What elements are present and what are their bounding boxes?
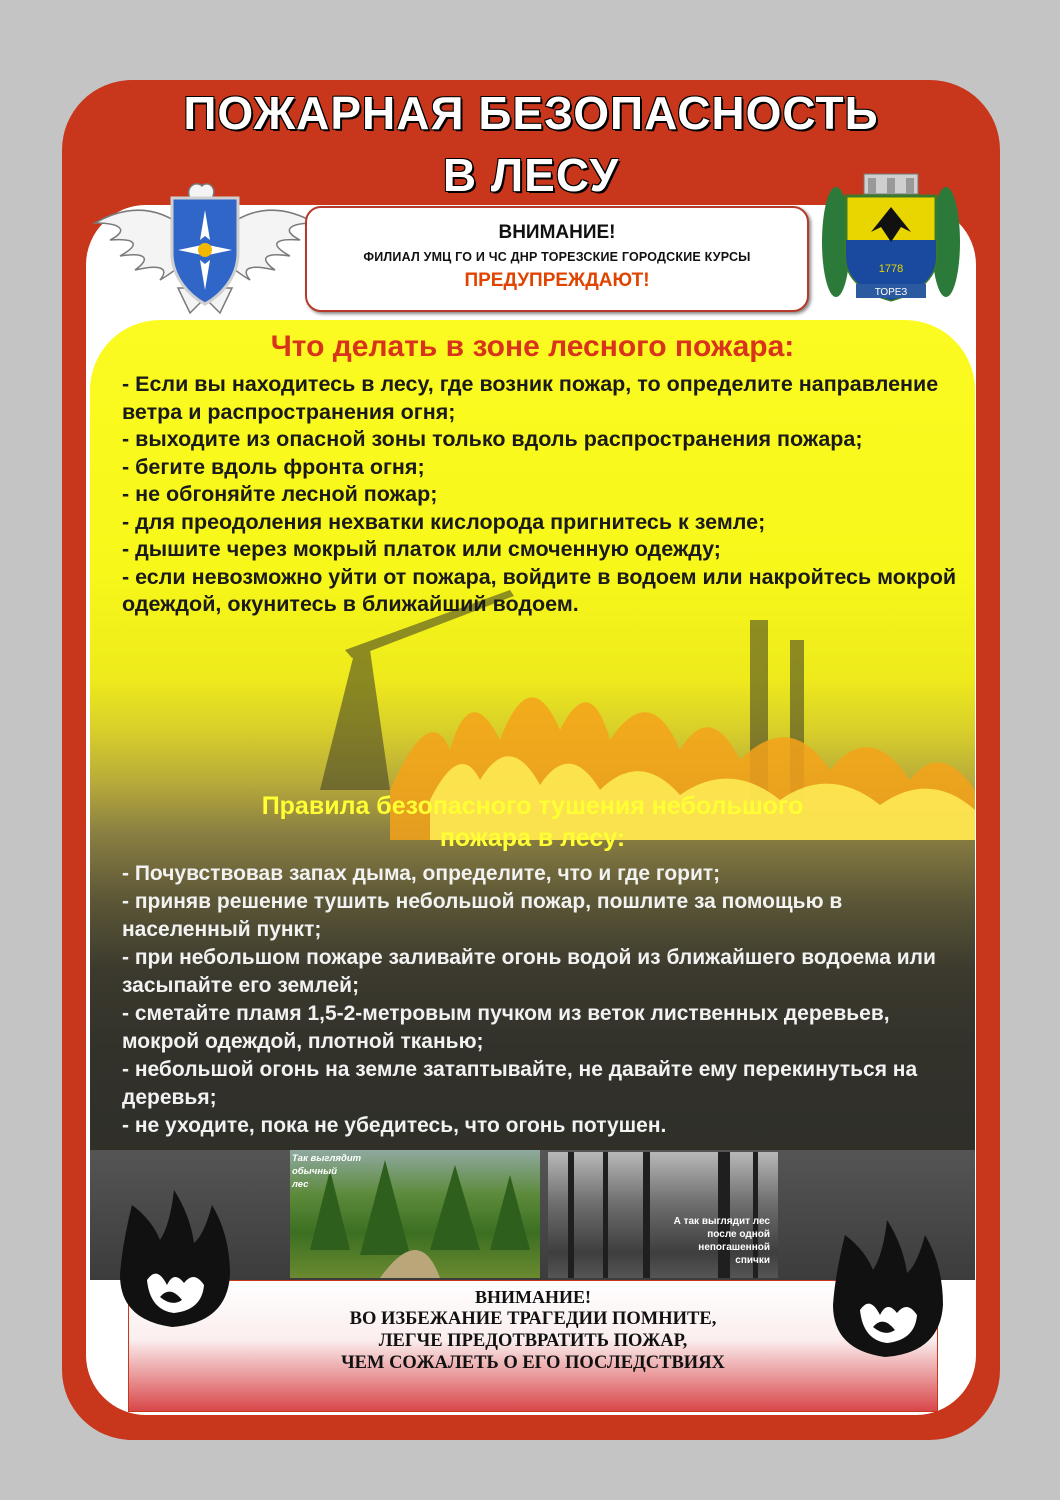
title-line-2: В ЛЕСУ <box>442 149 620 201</box>
list-item: - не обгоняйте лесной пожар; <box>122 482 438 506</box>
notice-organization: ФИЛИАЛ УМЦ ГО И ЧС ДНР ТОРЕЗСКИЕ ГОРОДСКИЕ КУРСЫ <box>363 250 751 264</box>
notice-attention: ВНИМАНИЕ! <box>498 222 616 243</box>
list-item: - не уходите, пока не убедитесь, что огонь потушен. <box>122 1114 667 1137</box>
section1-list <box>122 371 962 619</box>
bottom-line-2: ВО ИЗБЕЖАНИЕ ТРАГЕДИИ ПОМНИТЕ, <box>349 1309 717 1329</box>
emblem-city: ТОРЕЗ <box>874 287 908 298</box>
emblem-year: 1778 <box>878 263 904 275</box>
list-item: - для преодоления нехватки кислорода пригнитесь к земле; <box>122 509 766 534</box>
list-item: - приняв решение тушить небольшой пожар, пошлите за помощью в населенный пункт; <box>122 890 843 941</box>
bottom-attention: ВНИМАНИЕ! <box>475 1287 591 1307</box>
flame-icon-right <box>825 1215 950 1360</box>
burned-forest-caption: А так выглядит лес после одной непогашенной спички <box>673 1216 770 1266</box>
section2-heading-line-1: Правила безопасного тушения небольшого <box>261 792 804 820</box>
list-item: - при небольшом пожаре заливайте огонь водой из ближайшего водоема или засыпайте его землей; <box>122 946 936 997</box>
list-item: - если невозможно уйти от пожара, войдите в водоем или накройтесь мокрой одеждой, окунитесь в ближайший водоем. <box>122 564 957 616</box>
city-coat-of-arms-icon <box>816 172 966 307</box>
bottom-line-3: ЛЕГЧЕ ПРЕДОТВРАТИТЬ ПОЖАР, <box>378 1331 688 1351</box>
title-line-1: ПОЖАРНАЯ БЕЗОПАСНОСТЬ <box>183 87 879 139</box>
list-item: - Если вы находитесь в лесу, где возник пожар, то определите направление ветра и распространения огня; <box>122 372 939 424</box>
list-item: - небольшой огонь на земле затаптывайте, не давайте ему перекинуться на деревья; <box>122 1058 918 1109</box>
list-item: - выходите из опасной зоны только вдоль распространения пожара; <box>122 427 863 451</box>
list-item: - Почувствовав запах дыма, определите, что и где горит; <box>122 862 721 885</box>
bottom-line-4: ЧЕМ СОЖАЛЕТЬ О ЕГО ПОСЛЕДСТВИЯХ <box>341 1353 725 1373</box>
list-item: - бегите вдоль фронта огня; <box>122 454 425 479</box>
flame-icon-left <box>112 1185 237 1330</box>
section1-heading: Что делать в зоне лесного пожара: <box>270 330 795 363</box>
emergency-eagle-emblem-icon <box>90 168 320 318</box>
list-item: - дышите через мокрый платок или смоченную одежду; <box>122 537 721 561</box>
notice-warn: ПРЕДУПРЕЖДАЮТ! <box>464 270 650 291</box>
section2-heading-line-2: пожара в лесу: <box>439 824 626 852</box>
list-item: - сметайте пламя 1,5-2-метровым пучком из веток лиственных деревьев, мокрой одеждой, плотной тканью; <box>122 1002 890 1053</box>
section2-list <box>122 860 962 1140</box>
warning-notice <box>305 206 809 312</box>
section2-heading <box>90 790 975 854</box>
normal-forest-caption: Так выглядит обычный лес <box>292 1153 362 1190</box>
bottom-warning <box>128 1280 938 1412</box>
